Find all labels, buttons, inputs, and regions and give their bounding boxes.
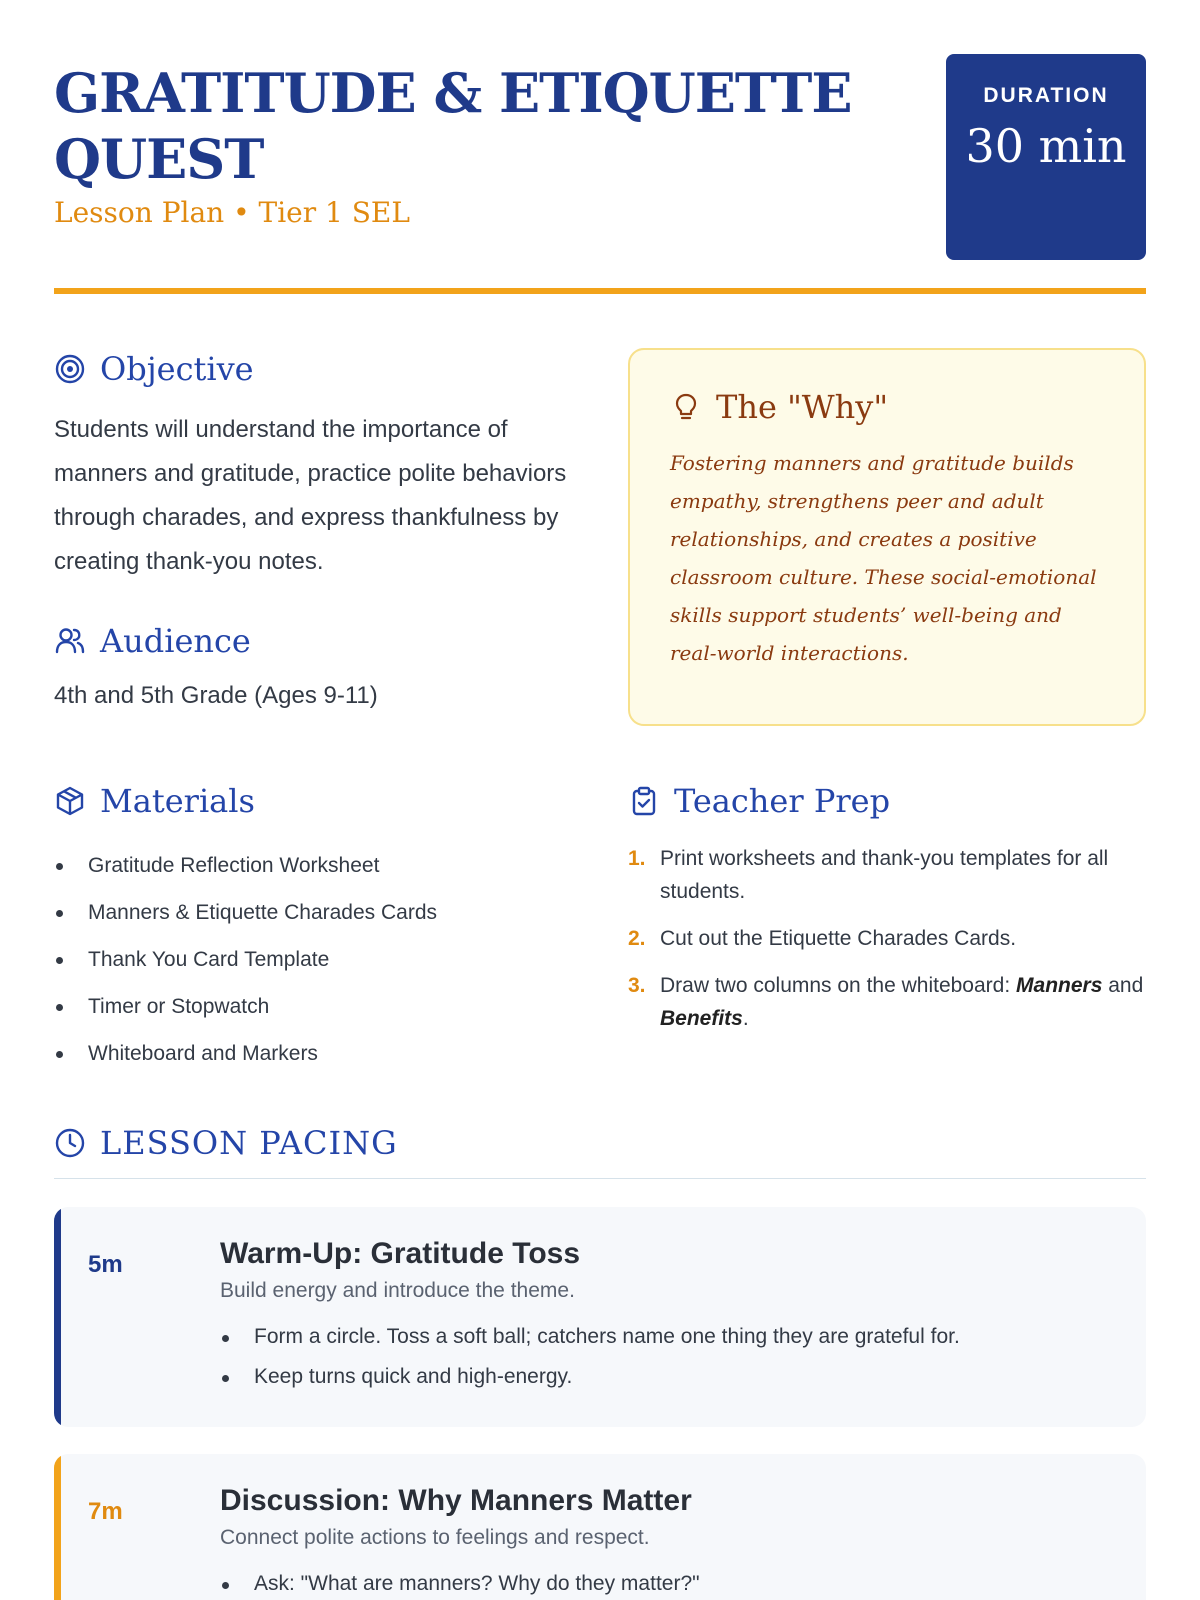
audience-title: Audience (100, 622, 251, 660)
materials-item: Whiteboard and Markers (54, 1030, 574, 1077)
prep-item-number: 2. (628, 927, 646, 950)
objective-heading (54, 350, 574, 388)
pacing-card-content (220, 1237, 1116, 1397)
materials-heading (54, 782, 574, 820)
audience-text: 4th and 5th Grade (Ages 9-11) (54, 682, 378, 709)
why-text: Fostering manners and gratitude builds empathy, strengthens peer and adult relationships, and creates a positive classroom culture. These social-emotional skills support students’ well-being and real-world interactions. (670, 451, 1097, 665)
lesson-pacing-heading (54, 1124, 1146, 1162)
prep-item-text: and (1102, 974, 1144, 997)
target-icon (54, 353, 86, 385)
teacher-prep-title: Teacher Prep (674, 782, 891, 820)
pacing-card-subtitle: Connect polite actions to feelings and respect. (220, 1526, 650, 1549)
materials-item: Timer or Stopwatch (54, 983, 574, 1030)
pacing-card-minutes: 5m (88, 1251, 123, 1278)
teacher-prep-heading (628, 782, 1146, 820)
duration-label: DURATION (983, 84, 1109, 107)
teacher-prep-list (628, 842, 1146, 1035)
objective-section (54, 350, 574, 584)
prep-item-text: Draw two columns on the whiteboard: (660, 974, 1017, 997)
pacing-card (54, 1454, 1146, 1600)
materials-title: Materials (100, 782, 255, 820)
materials-item: Manners & Etiquette Charades Cards (54, 889, 574, 936)
materials-item: Gratitude Reflection Worksheet (54, 842, 574, 889)
prep-item (628, 969, 1146, 1035)
lesson-pacing-title-row (54, 1124, 1146, 1162)
pacing-card-bullet: Keep turns quick and high-energy. (220, 1357, 1116, 1397)
teacher-prep-section (628, 782, 1146, 1049)
pacing-card-title: Warm-Up: Gratitude Toss (220, 1237, 581, 1270)
prep-item-emphasis: Benefits (660, 1007, 743, 1030)
objective-title: Objective (100, 350, 254, 388)
materials-item: Thank You Card Template (54, 936, 574, 983)
prep-item-text: Print worksheets and thank-you templates for all students. (660, 847, 1109, 903)
materials-section (54, 782, 574, 1077)
prep-item-emphasis: Manners (1016, 974, 1103, 997)
prep-item-number: 3. (628, 974, 646, 997)
pacing-divider (54, 1178, 1146, 1179)
duration-value: 30 min (965, 119, 1127, 173)
pacing-card-title: Discussion: Why Manners Matter (220, 1484, 692, 1517)
why-heading (670, 388, 1104, 426)
audience-heading (54, 622, 574, 660)
prep-item-text: . (742, 1007, 749, 1030)
pacing-card-accent (54, 1454, 61, 1600)
prep-item (628, 922, 1146, 955)
why-callout (628, 348, 1146, 726)
why-title: The "Why" (716, 388, 889, 426)
pacing-card-minutes: 7m (88, 1498, 123, 1525)
audience-section (54, 622, 574, 718)
header-divider (54, 288, 1146, 294)
clock-icon (54, 1127, 86, 1159)
duration-badge (946, 54, 1146, 260)
pacing-card-bullet: Ask: "What are manners? Why do they matter?" (220, 1564, 1116, 1600)
prep-item-text: Cut out the Etiquette Charades Cards. (660, 927, 1017, 950)
pacing-card-accent (54, 1207, 61, 1427)
users-icon (54, 625, 86, 657)
prep-item-number: 1. (628, 847, 646, 870)
lesson-plan-page (54, 0, 1146, 1600)
header (54, 54, 1146, 294)
prep-item (628, 842, 1146, 908)
page-subtitle: Lesson Plan • Tier 1 SEL (54, 196, 410, 229)
materials-list (54, 842, 574, 1077)
pacing-card-bullet: Form a circle. Toss a soft ball; catchers name one thing they are grateful for. (220, 1317, 1116, 1357)
pacing-card-subtitle: Build energy and introduce the theme. (220, 1279, 575, 1302)
objective-text: Students will understand the importance of manners and gratitude, practice polite behaviors through charades, and express thankfulness by creating thank-you notes. (54, 416, 567, 575)
package-icon (54, 785, 86, 817)
clipboard-check-icon (628, 785, 660, 817)
pacing-card-bullets (220, 1564, 1116, 1600)
lesson-pacing-title: LESSON PACING (100, 1124, 398, 1162)
pacing-card (54, 1207, 1146, 1427)
lightbulb-icon (670, 391, 702, 423)
pacing-card-bullets (220, 1317, 1116, 1397)
pacing-card-content (220, 1484, 1116, 1600)
page-title: GRATITUDE & ETIQUETTE QUEST (54, 61, 852, 191)
